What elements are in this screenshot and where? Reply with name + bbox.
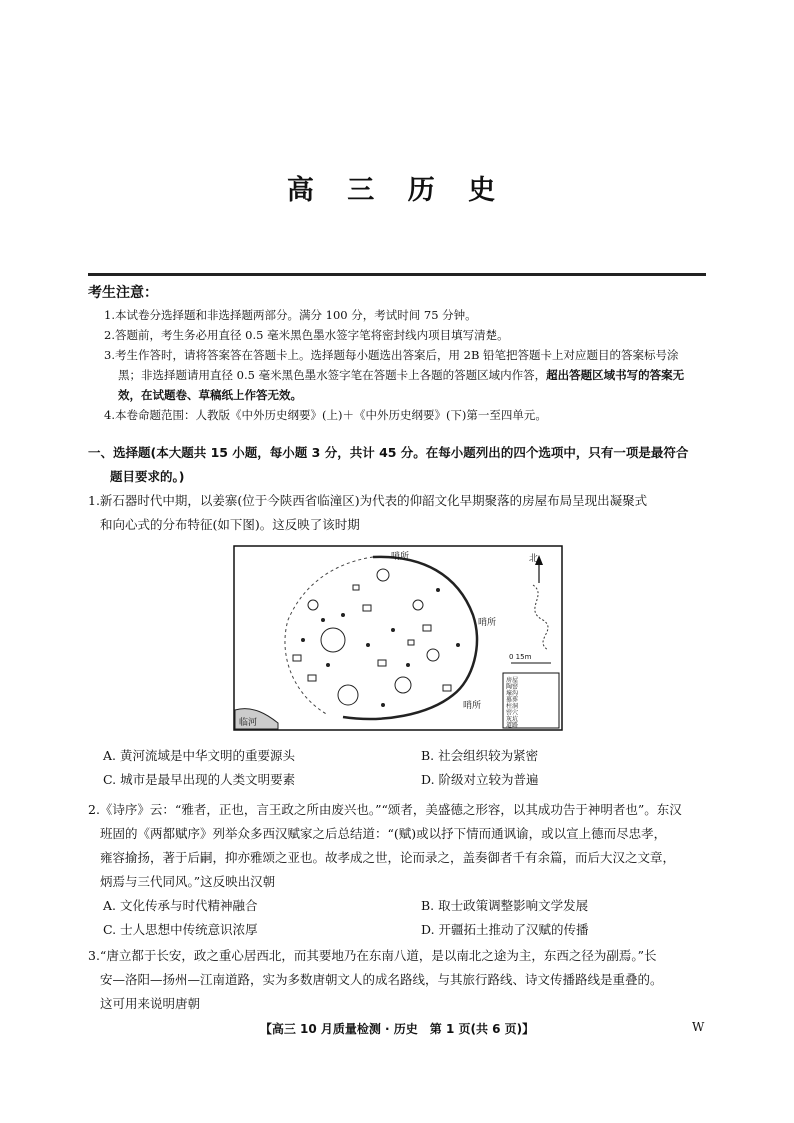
section-heading-line-1: 一、选择题(本大题共 15 小题，每小题 3 分，共计 45 分。在每小题列出的四个选项中，只有一项是最符合 xyxy=(88,445,689,460)
option-b: B. 社会组织较为紧密 xyxy=(421,748,539,763)
jiangzhai-settlement-map xyxy=(233,545,563,731)
legend-0: 房屋 xyxy=(506,677,519,684)
q2-options-row-2 xyxy=(103,918,703,942)
q2-option-a: A. 文化传承与时代精神融合 xyxy=(103,898,258,913)
options-row-1 xyxy=(103,744,703,768)
q2-option-b: B. 取士政策调整影响文学发展 xyxy=(421,898,589,913)
map-label-outpost-1: 哨所 xyxy=(391,552,410,562)
question-2-line-1: 2.《诗序》云：“雅者，正也，言王政之所由废兴也。”“颂者，美盛德之形容，以其成功告于神明者也”。东汉 xyxy=(88,802,682,817)
q2-options-row-1 xyxy=(103,894,703,918)
notice-heading: 考生注意： xyxy=(88,285,158,301)
legend-2: 壕沟 xyxy=(506,690,519,697)
option-a: A. 黄河流域是中华文明的重要源头 xyxy=(103,748,295,763)
notice-item-2: 2.答题前，考生务必用直径 0.5 毫米黑色墨水签字笔将密封线内项目填写清楚。 xyxy=(104,328,509,342)
question-1-options xyxy=(103,744,703,792)
question-2-options xyxy=(103,894,703,942)
exam-notice xyxy=(88,282,708,425)
question-1-line-1: 1.新石器时代中期，以姜寨(位于今陕西省临潼区)为代表的仰韶文化早期聚落的房屋布局呈现出凝聚式 xyxy=(88,493,648,508)
notice-item-3 xyxy=(88,345,708,405)
legend-1: 陶窑 xyxy=(506,683,519,691)
question-1 xyxy=(88,489,710,537)
q2-option-d: D. 开疆拓土推动了汉赋的传播 xyxy=(421,922,589,937)
option-c: C. 城市是最早出现的人类文明要素 xyxy=(103,772,296,787)
q2-option-c: C. 士人思想中传统意识浓厚 xyxy=(103,922,258,937)
notice-item-3-text: 3.考生作答时，请将答案答在答题卡上。选择题每小题选出答案后，用 2B 铅笔把答题卡上对应题目的答案标号涂黑；非选择题请用直径 0.5 毫米黑色墨水签字笔在答题卡上各题的答题区域内作答， xyxy=(104,348,679,382)
option-d: D. 阶级对立较为普遍 xyxy=(421,772,539,787)
question-1-line-2: 和向心式的分布特征(如下图)。这反映了该时期 xyxy=(100,517,360,532)
question-3-line-3: 这可用来说明唐朝 xyxy=(100,996,201,1011)
legend-5: 窖穴 xyxy=(506,709,519,717)
question-2 xyxy=(88,798,710,894)
page-footer: 【高三 10 月质量检测 · 历史 第 1 页(共 6 页)】 xyxy=(259,1022,535,1036)
section-heading xyxy=(88,441,710,489)
header-divider xyxy=(88,273,706,276)
notice-item-3-bold: 超出答题区域书写的答案无效，在试题卷、草稿纸上作答无效。 xyxy=(118,368,685,402)
page-title: 高 三 历 史 xyxy=(286,175,508,206)
question-2-line-2: 班固的《两都赋序》列举众多西汉赋家之后总结道：“(赋)或以抒下情而通讽谕，或以宣上德而尽忠孝， xyxy=(100,826,667,841)
notice-item-4: 4.本卷命题范围：人教版《中外历史纲要》(上)＋《中外历史纲要》(下)第一至四单元。 xyxy=(104,408,547,422)
question-2-line-3: 雍容揄扬，著于后嗣，抑亦雅颂之亚也。故孝成之世，论而录之，盖奏御者千有余篇，而后大汉之文章， xyxy=(100,850,676,865)
map-label-outpost-3: 哨所 xyxy=(463,701,482,711)
map-scale: 0 15m xyxy=(509,653,532,661)
legend-3: 墓葬 xyxy=(506,696,519,704)
question-3 xyxy=(88,944,710,1016)
map-label-outpost-2: 哨所 xyxy=(478,618,497,628)
question-3-line-1: 3.“唐立都于长安，政之重心居西北，而其要地乃在东南八道，是以南北之途为主，东西之径为副焉。”长 xyxy=(88,948,657,963)
options-row-2 xyxy=(103,768,703,792)
legend-6: 灰坑 xyxy=(506,716,519,723)
notice-item-1: 1.本试卷分选择题和非选择题两部分。满分 100 分，考试时间 75 分钟。 xyxy=(104,308,477,322)
map-river-label: 临河 xyxy=(239,718,258,728)
footer-mark: W xyxy=(692,1020,705,1034)
map-north-label: 北 xyxy=(529,554,539,564)
legend-7: 道路 xyxy=(506,722,519,729)
section-heading-line-2: 题目要求的。) xyxy=(110,469,185,484)
question-3-line-2: 安—洛阳—扬州—江南道路，实为多数唐朝文人的成名路线，与其旅行路线、诗文传播路线是重叠的。 xyxy=(100,972,663,987)
question-2-line-4: 炳焉与三代同风。”这反映出汉朝 xyxy=(100,874,276,889)
legend-4: 柱洞 xyxy=(506,703,519,710)
